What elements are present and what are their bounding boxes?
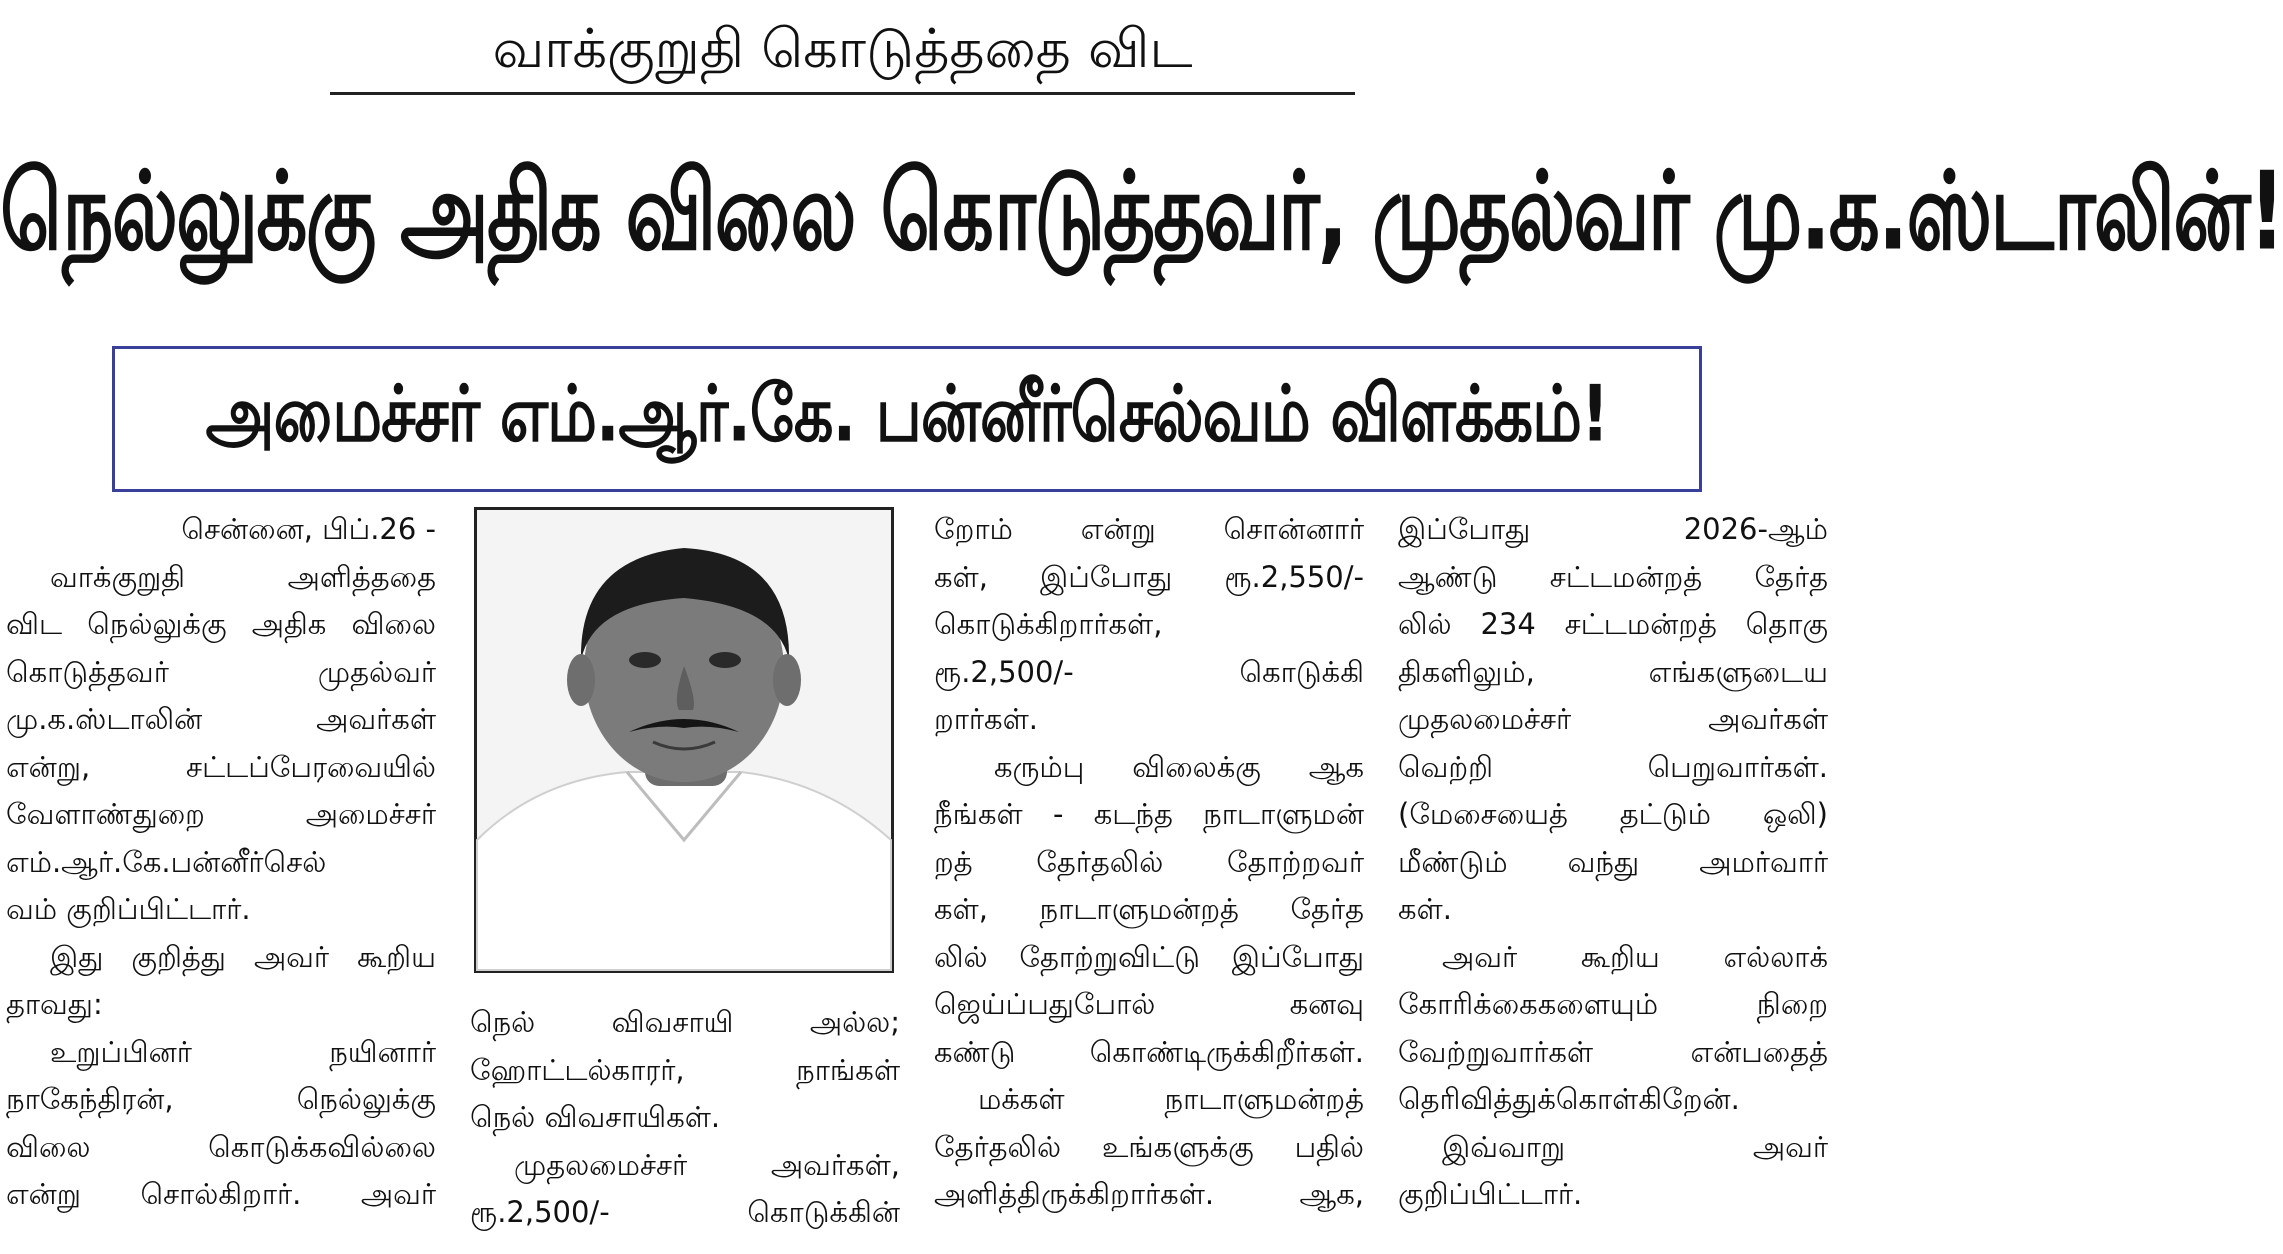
text-line: என்று, சட்டப்பேரவையில் (6, 749, 436, 784)
text-line: முதலமைச்சர் அவர்கள், (514, 1147, 900, 1182)
text-line: மக்கள் நாடாளுமன்றத் (978, 1082, 1364, 1116)
text-line: மீண்டும் வந்து அமர்வார் (1398, 844, 1828, 879)
text-line: ஹோட்டல்காரர், நாங்கள் (470, 1052, 900, 1087)
subheadline-box (112, 346, 1702, 492)
text-line: ஆண்டு சட்டமன்றத் தேர்த (1398, 559, 1828, 594)
text-line: கண்டு கொண்டிருக்கிறீர்கள். (934, 1034, 1364, 1069)
text-line: இது குறித்து அவர் கூறிய (50, 939, 436, 974)
portrait-icon (477, 510, 891, 970)
text-line: இவ்வாறு அவர் (1442, 1129, 1828, 1164)
text-line: வேளாண்துறை அமைச்சர் (6, 797, 436, 831)
text-line: முதலமைச்சர் அவர்கள் (1398, 702, 1828, 736)
portrait-photo (474, 507, 894, 973)
kicker-headline: வாக்குறுதி கொடுத்ததை விட (330, 6, 1355, 95)
article-column-2 (470, 999, 900, 1237)
subheadline: அமைச்சர் எம்.ஆர்.கே. பன்னீர்செல்வம் விளக்கம்! (205, 367, 1609, 459)
text-line: விட நெல்லுக்கு அதிக விலை (6, 607, 436, 641)
text-line: இப்போது 2026-ஆம் (1398, 512, 1828, 546)
text-line: கொடுக்கிறார்கள், (934, 607, 1163, 641)
text-line: லில் 234 சட்டமன்றத் தொகு (1398, 607, 1828, 641)
text-line: உறுப்பினர் நயினார் (50, 1034, 436, 1069)
text-line: கொடுத்தவர் முதல்வர் (6, 654, 436, 689)
text-line: ஜெய்ப்பதுபோல் கனவு (934, 987, 1364, 1021)
text-line: குறிப்பிட்டார். (1398, 1177, 1583, 1211)
text-line: கோரிக்கைகளையும் நிறை (1398, 987, 1828, 1021)
text-line: வேற்றுவார்கள் என்பதைத் (1398, 1034, 1828, 1069)
text-line: என்று சொல்கிறார். அவர் (6, 1177, 436, 1211)
text-line: வெற்றி பெறுவார்கள். (1398, 749, 1828, 784)
text-line: தாவது: (6, 987, 103, 1021)
text-line: விலை கொடுக்கவில்லை (6, 1129, 436, 1164)
text-line: திகளிலும், எங்களுடைய (1398, 654, 1828, 689)
text-line: வம் குறிப்பிட்டார். (6, 892, 251, 926)
article-column-3 (934, 506, 1364, 1219)
text-line: லில் தோற்றுவிட்டு இப்போது (934, 939, 1364, 974)
text-line: கள், நாடாளுமன்றத் தேர்த (934, 892, 1364, 926)
dateline: சென்னை, பிப்.26 - (181, 512, 436, 546)
text-line: நெல் விவசாயி அல்ல; (470, 1005, 900, 1039)
text-line: மு.க.ஸ்டாலின் அவர்கள் (6, 702, 436, 736)
text-line: கரும்பு விலைக்கு ஆக (994, 749, 1364, 784)
text-line: றத் தேர்தலில் தோற்றவர் (934, 844, 1364, 879)
text-line: றார்கள். (934, 702, 1038, 736)
text-line: தேர்தலில் உங்களுக்கு பதில் (934, 1129, 1364, 1164)
text-line: அவர் கூறிய எல்லாக் (1442, 939, 1828, 974)
text-line: அளித்திருக்கிறார்கள். ஆக, (934, 1177, 1364, 1211)
text-line: நாகேந்திரன், நெல்லுக்கு (6, 1082, 436, 1116)
article-column-4 (1398, 506, 1828, 1219)
main-headline: நெல்லுக்கு அதிக விலை கொடுத்தவர், முதல்வர் மு.க.ஸ்டாலின்! (0, 148, 2283, 275)
text-line: எம்.ஆர்.கே.பன்னீர்செல் (6, 844, 327, 879)
article-column-1 (6, 506, 436, 1219)
text-line: கள். (1398, 892, 1452, 926)
text-line: நீங்கள் - கடந்த நாடாளுமன் (934, 797, 1364, 831)
text-line: கள், இப்போது ரூ.2,550/- (934, 559, 1364, 594)
text-line: றோம் என்று சொன்னார் (934, 512, 1364, 546)
text-line: வாக்குறுதி அளித்ததை (50, 559, 436, 594)
text-line: ரூ.2,500/- கொடுக்கின் (470, 1195, 900, 1229)
text-line: தெரிவித்துக்கொள்கிறேன். (1398, 1082, 1740, 1116)
text-line: ரூ.2,500/- கொடுக்கி (934, 654, 1364, 689)
text-line: (மேசையைத் தட்டும் ஒலி) (1398, 797, 1828, 831)
text-line: நெல் விவசாயிகள். (470, 1100, 721, 1134)
